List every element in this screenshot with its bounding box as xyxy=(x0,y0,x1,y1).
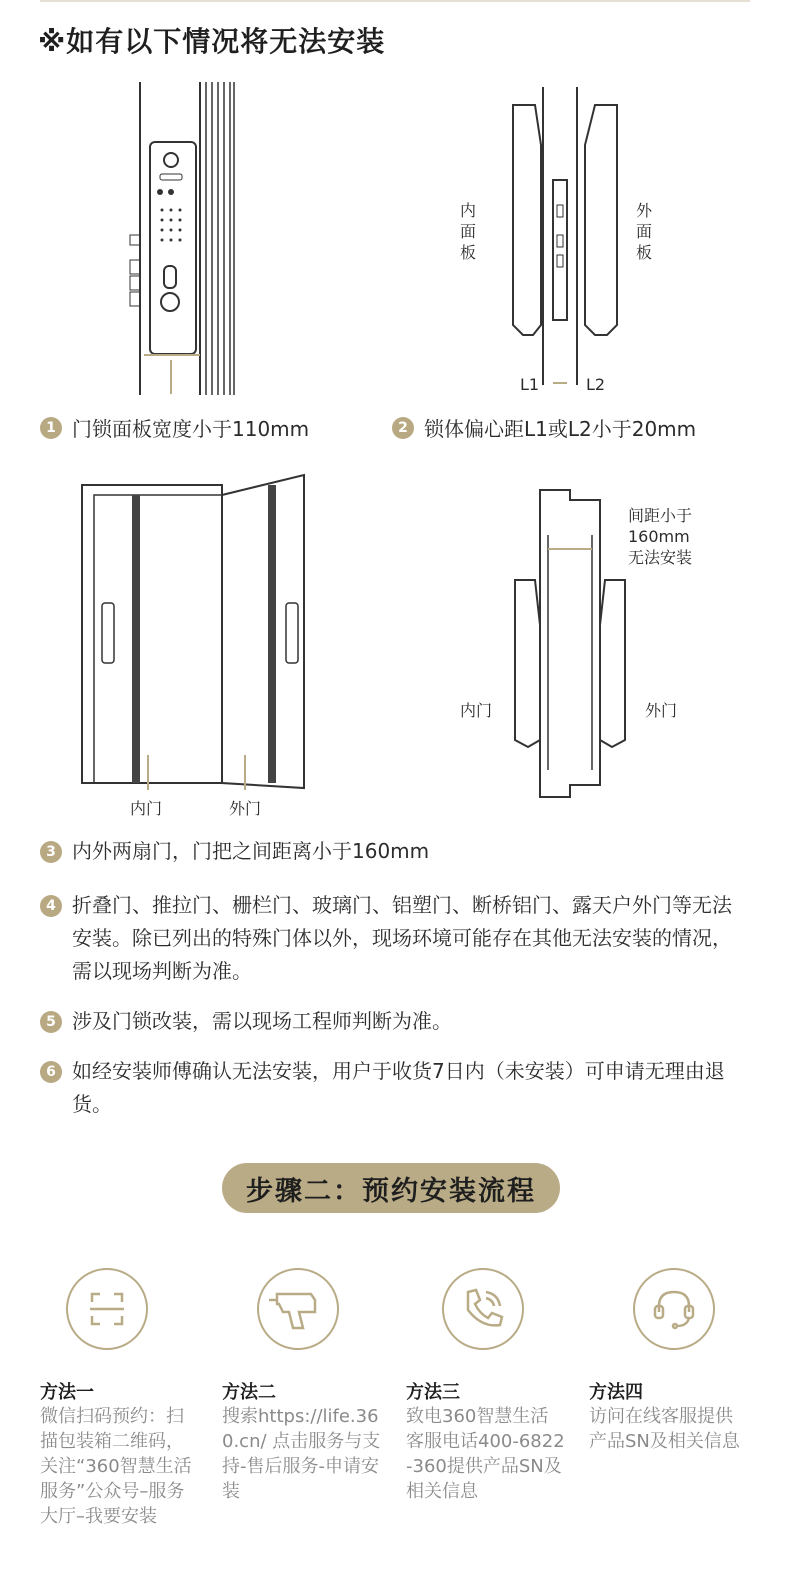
step2-heading: 步骤二：预约安装流程 xyxy=(222,1163,560,1213)
scan-icon xyxy=(66,1268,148,1350)
method-2-body: 搜索https://life.360.cn/ 点击服务与支持-售后服务-申请安装 xyxy=(222,1406,381,1502)
condition-4 xyxy=(40,889,750,988)
gap-note-line-2: 160mm xyxy=(628,527,690,546)
gap-note-line-1: 间距小于 xyxy=(628,506,693,525)
door-gap-illustration xyxy=(510,485,630,805)
number-badge: 1 xyxy=(40,417,62,439)
method-4-icon-wrap xyxy=(589,1268,759,1350)
method-4-body: 访问在线客服提供产品SN及相关信息 xyxy=(589,1406,740,1452)
lock-panel-width-illustration xyxy=(120,80,250,400)
phone-icon xyxy=(442,1268,524,1350)
outer-panel-label: 外 面 板 xyxy=(636,201,653,262)
method-3-icon-wrap xyxy=(398,1268,568,1350)
outer-door-label: 外门 xyxy=(229,799,262,818)
condition-caption-2 xyxy=(392,413,696,442)
condition-text: 内外两扇门，门把之间距离小于160mm xyxy=(72,839,430,863)
method-3-title: 方法三 xyxy=(406,1382,460,1403)
method-2-title: 方法二 xyxy=(222,1382,276,1403)
condition-text: 门锁面板宽度小于110mm xyxy=(72,417,310,441)
number-badge: 2 xyxy=(392,417,414,439)
drill-icon xyxy=(257,1268,339,1350)
condition-5 xyxy=(40,1005,750,1038)
gap-inner-door-label: 内门 xyxy=(460,701,493,720)
headset-icon xyxy=(633,1268,715,1350)
top-divider xyxy=(40,0,750,2)
double-door-illustration xyxy=(80,470,310,790)
l1-label: L1 xyxy=(520,375,540,394)
method-2-icon-wrap xyxy=(213,1268,383,1350)
method-1-body: 微信扫码预约：扫描包装箱二维码，关注“360智慧生活服务”公众号–服务大厅–我要安装 xyxy=(40,1406,192,1527)
gap-note-line-3: 无法安装 xyxy=(628,548,693,567)
number-badge: 5 xyxy=(40,1011,62,1033)
gap-note xyxy=(628,505,692,568)
inner-panel-label: 内 面 板 xyxy=(460,201,477,262)
condition-caption-1 xyxy=(40,413,309,442)
condition-3 xyxy=(40,835,750,868)
inner-door-label: 内门 xyxy=(130,799,163,818)
number-badge: 6 xyxy=(40,1061,62,1083)
method-4-title: 方法四 xyxy=(589,1382,643,1403)
condition-text: 折叠门、推拉门、栅栏门、玻璃门、铝塑门、断桥铝门、露天户外门等无法安装。除已列出的特殊门体以外，现场环境可能存在其他无法安装的情况，需以现场判断为准。 xyxy=(72,893,732,983)
page-title: ※如有以下情况将无法安装 xyxy=(38,25,386,58)
condition-text: 涉及门锁改装，需以现场工程师判断为准。 xyxy=(72,1009,452,1033)
number-badge: 3 xyxy=(40,841,62,863)
lock-offset-illustration xyxy=(505,85,625,385)
method-1-icon-wrap xyxy=(22,1268,192,1350)
method-1-title: 方法一 xyxy=(40,1382,94,1403)
condition-text: 如经安装师傅确认无法安装，用户于收货7日内（未安装）可申请无理由退货。 xyxy=(72,1059,725,1116)
l2-label: L2 xyxy=(586,375,606,394)
condition-text: 锁体偏心距L1或L2小于20mm xyxy=(424,417,697,441)
gap-outer-door-label: 外门 xyxy=(645,701,678,720)
method-3-body: 致电360智慧生活客服电话400-6822-360提供产品SN及相关信息 xyxy=(406,1406,565,1502)
condition-6 xyxy=(40,1055,750,1121)
number-badge: 4 xyxy=(40,895,62,917)
